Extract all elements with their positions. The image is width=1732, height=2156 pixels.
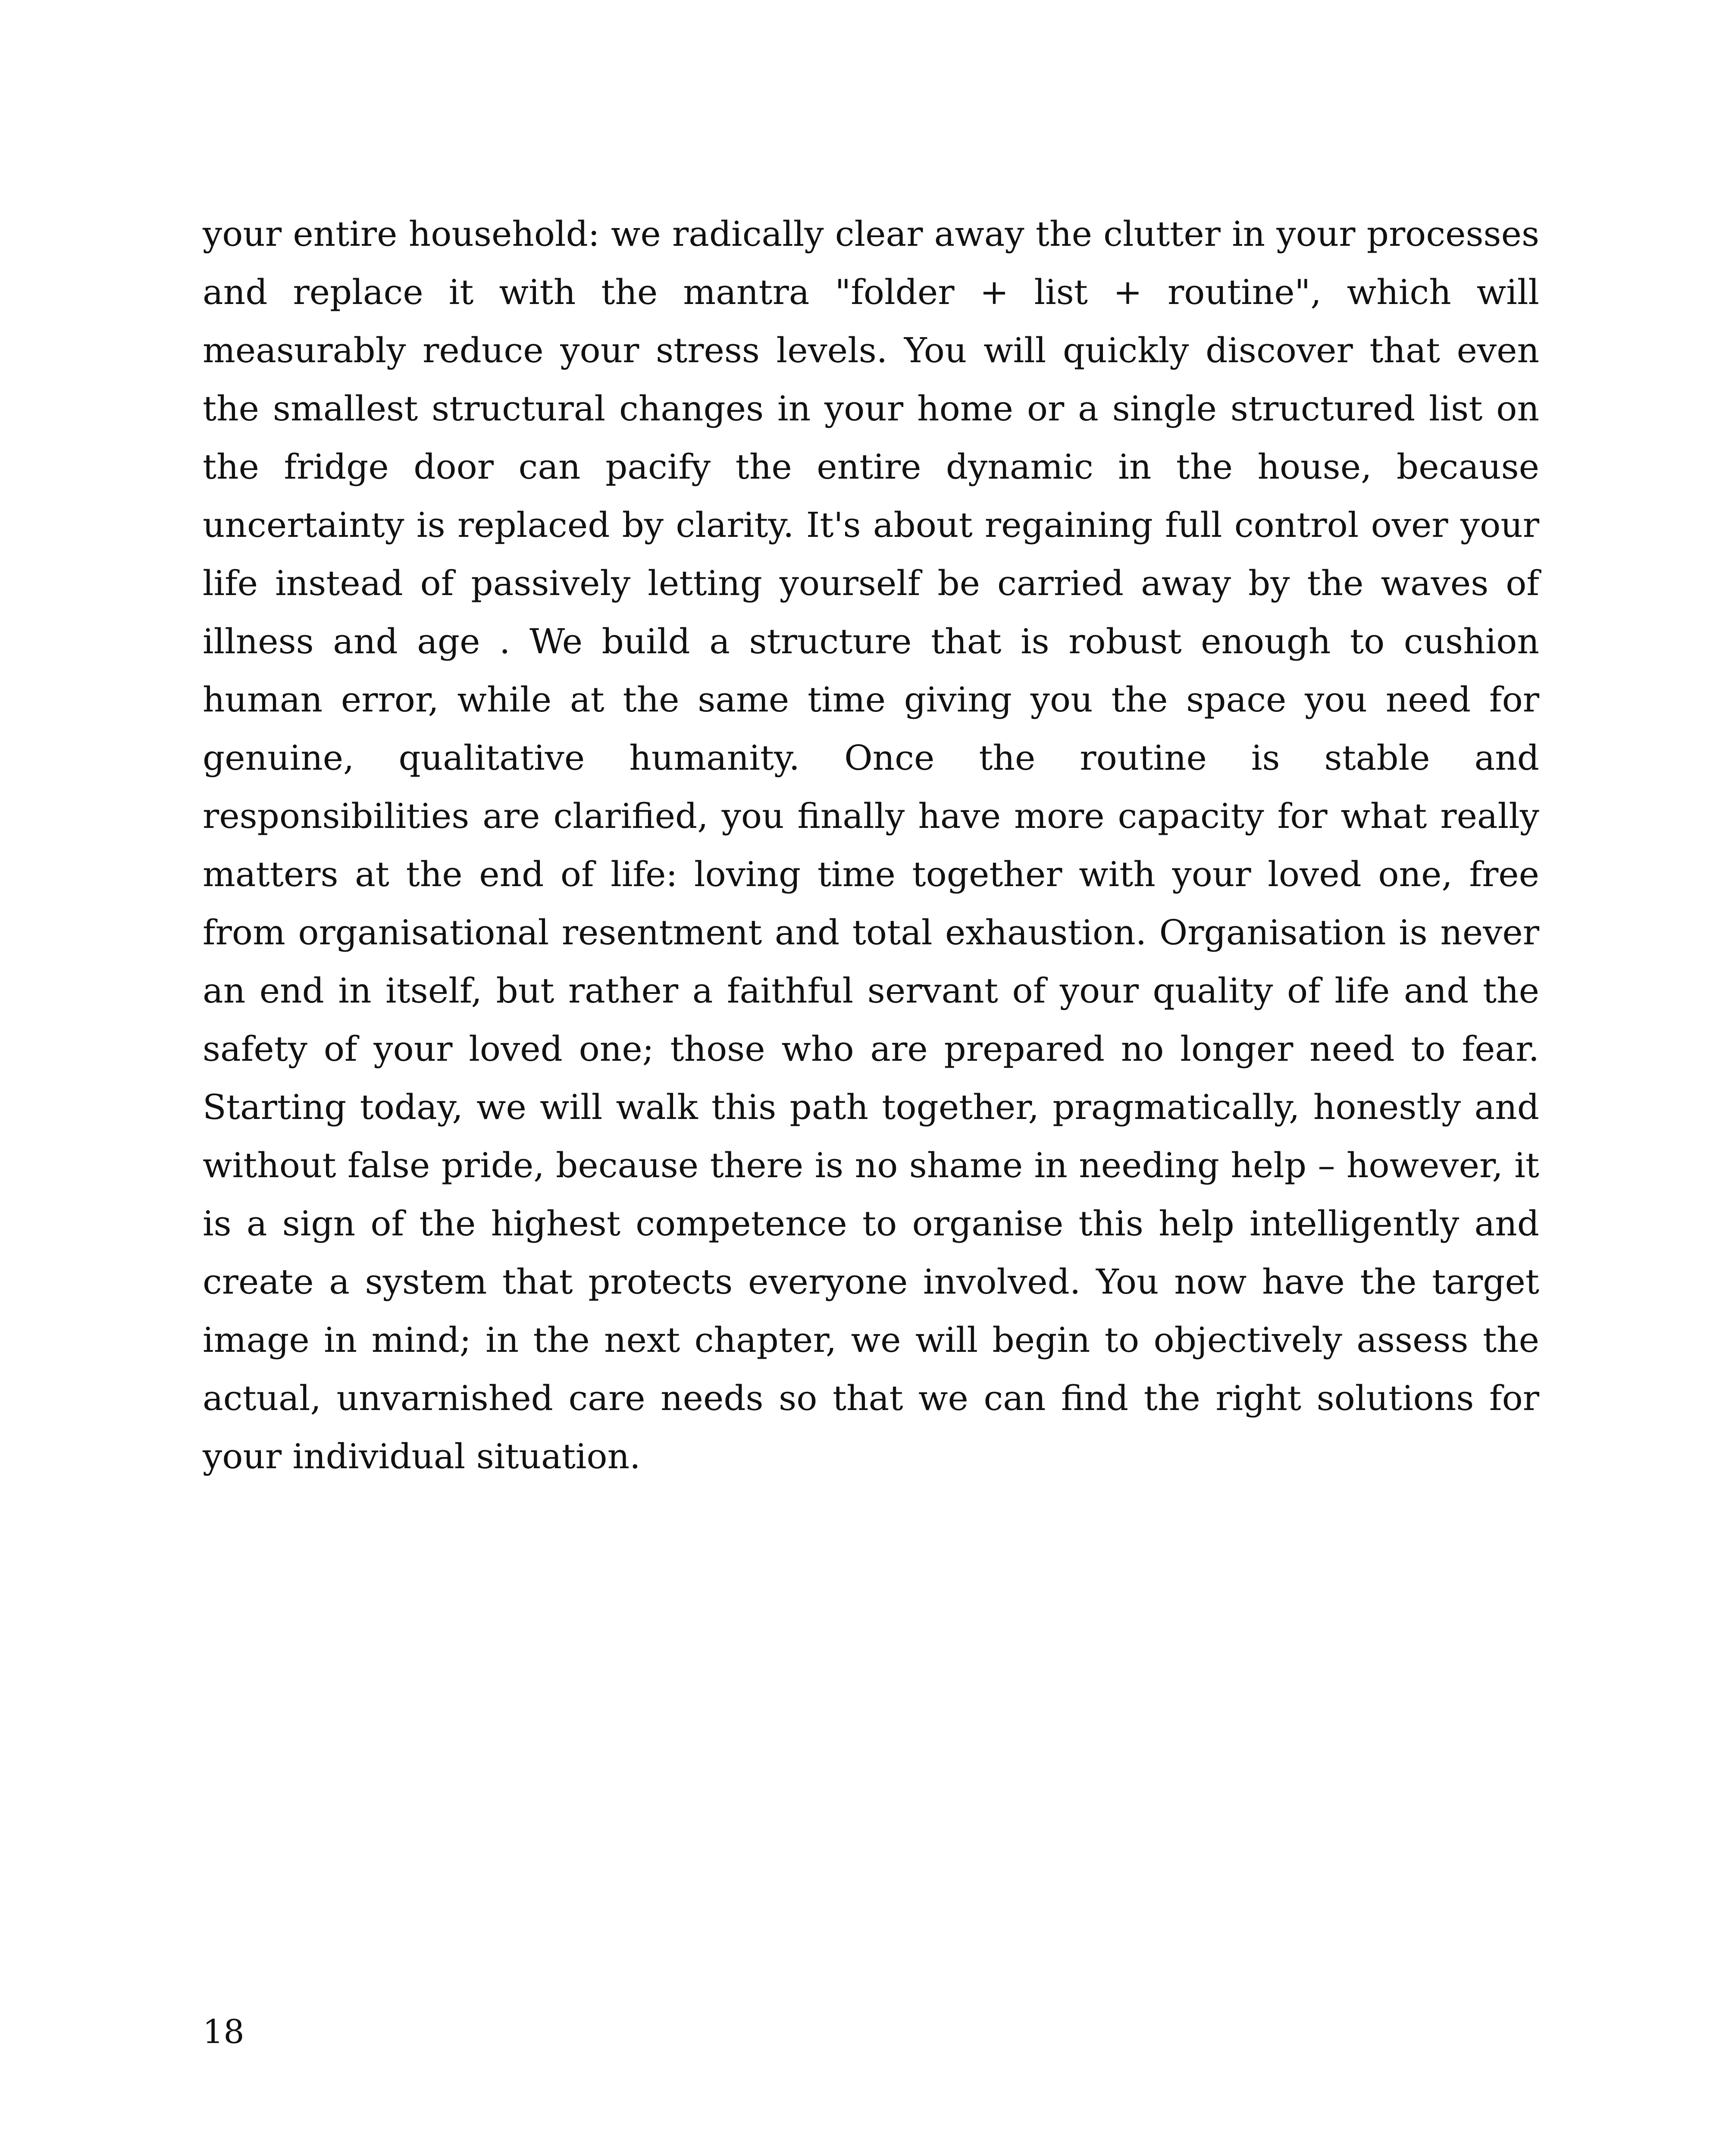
body-paragraph: your entire household: we radically clear away the clutter in your processes and replace it with the mantra "folder + list + routine", which will measurably reduce your stress levels. You will quickly discover that even the smallest structural changes in your home or a single structured list on the fridge door can pacify the entire dynamic in the house, because uncertainty is replaced by clarity. It's about regaining full control over your life instead of passively letting yourself be carried away by the waves of illness and age . We build a structure that is robust enough to cushion human error, while at the same time giving you the space you need for genuine, qualitative humanity. Once the routine is stable and responsibilities are clarified, you finally have more capacity for what really matters at the end of life: loving time together with your loved one, free from organisational resentment and total exhaustion. Organisation is never an end in itself, but rather a faithful servant of your quality of life and the safety of your loved one; those who are prepared no longer need to fear. Starting today, we will walk this path together, pragmatically, honestly and without false pride, because there is no shame in needing help – however, it is a sign of the highest competence to organise this help intelligently and create a system that protects everyone involved. You now have the target image in mind; in the next chapter, we will begin to objectively assess the actual, unvarnished care needs so that we can find the right solutions for your individual situation. [203, 214, 1539, 1476]
page-number: 18 [203, 2012, 244, 2051]
